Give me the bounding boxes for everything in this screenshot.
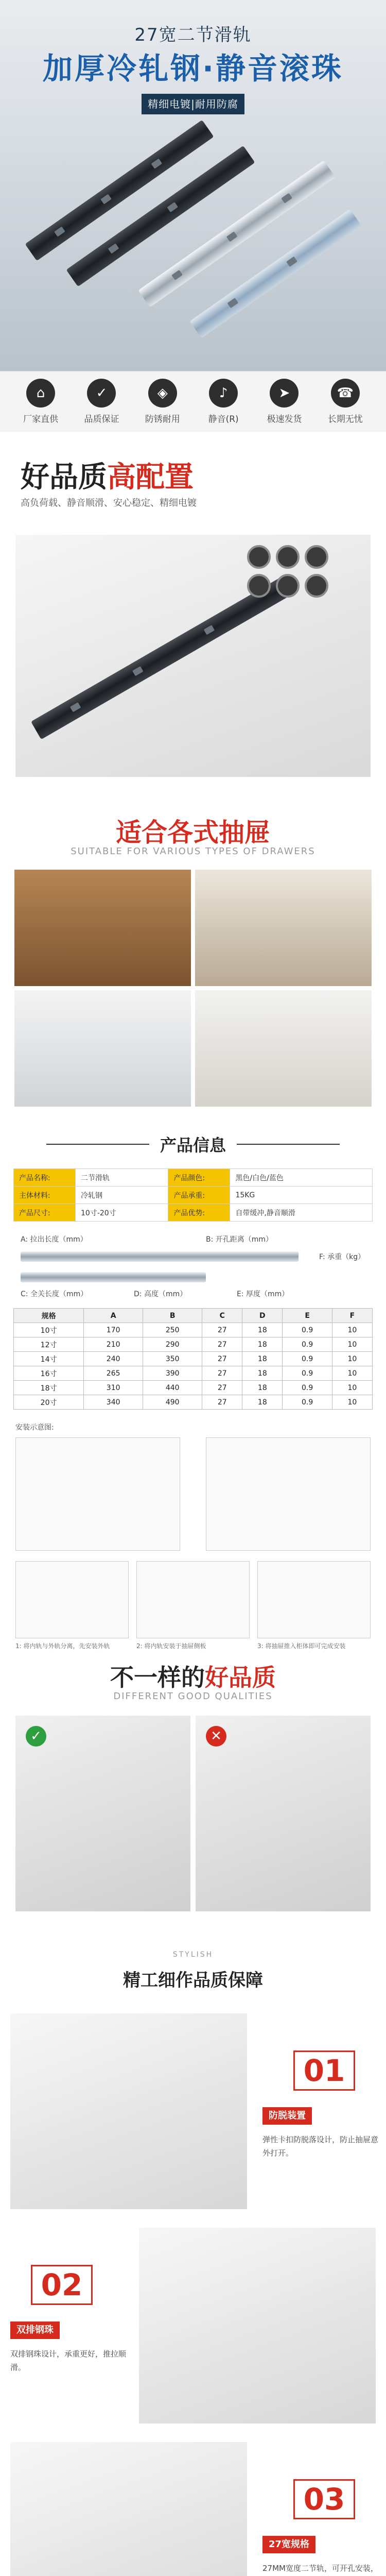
dim-label-b: B: 开孔距离（mm）: [206, 1235, 273, 1244]
info-key: 产品优势:: [168, 1204, 230, 1222]
rail-diagram-closed: [21, 1272, 206, 1282]
column-header: B: [143, 1309, 202, 1323]
product-info-header: [0, 1117, 386, 1168]
feature-label: 厂家直供: [23, 414, 59, 425]
table-cell: 27: [202, 1381, 242, 1395]
feature-item: [254, 379, 314, 425]
craft-description: 27MM宽度二节轨，可开孔安装，: [262, 2564, 378, 2573]
table-cell: 18: [242, 1352, 283, 1366]
table-cell: 10: [332, 1337, 372, 1352]
craft-subtitle: STYLISH: [172, 1951, 214, 1959]
drawer-photo-grid: [14, 870, 372, 1107]
install-step-2: [136, 1561, 250, 1638]
table-cell: 18: [242, 1381, 283, 1395]
table-cell: 0.9: [283, 1381, 332, 1395]
table-cell: 265: [84, 1366, 143, 1381]
drawer-types-subtitle: SUITABLE FOR VARIOUS TYPES OF DRAWERS: [71, 846, 315, 857]
info-value: 10寸-20寸: [76, 1204, 168, 1222]
table-cell: 27: [202, 1323, 242, 1337]
quality-title-plain: 好品质: [21, 461, 107, 494]
table-cell: 350: [143, 1352, 202, 1366]
feature-label: 静音(R): [208, 414, 239, 425]
table-cell: 12寸: [14, 1337, 84, 1352]
feature-label: 极速发货: [267, 414, 302, 425]
info-key: 主体材料:: [14, 1187, 76, 1204]
table-cell: 20寸: [14, 1395, 84, 1410]
ball-bearing-detail: [247, 545, 329, 598]
quality-title-accent: 高配置: [107, 461, 194, 494]
drawer-types-title: 适合各式抽屉: [116, 818, 270, 848]
info-key: 产品承重:: [168, 1187, 230, 1204]
table-row: [14, 1204, 373, 1222]
craft-number: 03: [293, 2479, 355, 2519]
rail-image-silver: [138, 160, 336, 307]
diff-title-accent: 好品质: [205, 1664, 276, 1691]
dimension-diagram: [0, 1231, 386, 1308]
feature-label: 品质保证: [84, 414, 119, 425]
table-cell: 10: [332, 1323, 372, 1337]
table-cell: 10: [332, 1381, 372, 1395]
table-cell: 0.9: [283, 1395, 332, 1410]
craft-section: [0, 1947, 386, 2576]
diff-title-plain: 不一样的: [110, 1664, 205, 1691]
table-cell: 290: [143, 1337, 202, 1352]
column-header: E: [283, 1309, 332, 1323]
craft-photo: [10, 2013, 247, 2209]
info-key: 产品尺寸:: [14, 1204, 76, 1222]
craft-item: [0, 2433, 386, 2576]
column-header: 规格: [14, 1309, 84, 1323]
hero-title: 加厚冷轧钢·静音滚珠: [42, 51, 344, 86]
feature-item: [10, 379, 71, 425]
quality-subtitle: 高负荷载、静音顺滑、安心稳定、精细电镀: [21, 498, 197, 509]
table-cell: 170: [84, 1323, 143, 1337]
table-cell: 10: [332, 1352, 372, 1366]
install-step-3: [257, 1561, 371, 1638]
table-cell: 250: [143, 1323, 202, 1337]
product-info-section: [0, 1117, 386, 1659]
cross-icon: ✕: [206, 1726, 226, 1747]
table-cell: 16寸: [14, 1366, 84, 1381]
caliper-photo-good: [15, 1716, 190, 1911]
table-row: [14, 1366, 373, 1381]
table-cell: 390: [143, 1366, 202, 1381]
hero-banner: [0, 0, 386, 371]
dim-label-c: C: 全关长度（mm）: [21, 1290, 88, 1298]
feature-item: [71, 379, 132, 425]
product-info-table: [13, 1168, 373, 1222]
craft-number: 01: [293, 2050, 355, 2091]
dim-label-d: D: 高度（mm）: [134, 1290, 187, 1298]
info-key: 产品名称:: [14, 1169, 76, 1187]
table-cell: 27: [202, 1395, 242, 1410]
table-cell: 210: [84, 1337, 143, 1352]
drawer-photo: [195, 870, 372, 986]
table-cell: 18: [242, 1323, 283, 1337]
different-quality-section: [0, 1659, 386, 1947]
table-cell: 0.9: [283, 1323, 332, 1337]
install-diagram: [0, 1422, 386, 1659]
feature-strip: [0, 371, 386, 432]
dim-label-a: A: 拉出长度（mm）: [21, 1235, 87, 1244]
table-row: [14, 1187, 373, 1204]
craft-photo: [10, 2442, 247, 2576]
install-label: 安装示意图:: [15, 1423, 54, 1432]
table-row: [14, 1352, 373, 1366]
info-key: 产品颜色:: [168, 1169, 230, 1187]
delivery-icon: ➤: [270, 379, 299, 408]
rail-image-black: [31, 578, 291, 740]
quality-photo: [15, 535, 371, 777]
table-cell: 18: [242, 1366, 283, 1381]
column-header: D: [242, 1309, 283, 1323]
craft-item: [0, 2218, 386, 2433]
different-quality-subtitle: DIFFERENT GOOD QUALITIES: [113, 1691, 273, 1702]
drawer-photo: [14, 870, 191, 986]
feature-item: [315, 379, 376, 425]
spec-table: [13, 1308, 373, 1410]
table-row: [14, 1381, 373, 1395]
table-row: [14, 1395, 373, 1410]
craft-item: [0, 2004, 386, 2218]
install-caption: 3: 将抽屉推入柜体即可完成安装: [257, 1642, 346, 1650]
info-value: 黑色/白色/蓝色: [230, 1169, 373, 1187]
drawer-types-section: [0, 798, 386, 1117]
table-cell: 0.9: [283, 1366, 332, 1381]
table-cell: 0.9: [283, 1352, 332, 1366]
product-info-title: 产品信息: [160, 1136, 226, 1155]
column-header: C: [202, 1309, 242, 1323]
quality-icon: ✓: [87, 379, 116, 408]
caliper-photo-bad: [196, 1716, 371, 1911]
table-cell: 10: [332, 1366, 372, 1381]
feature-item: [132, 379, 193, 425]
craft-photo: [139, 2228, 376, 2424]
table-row: [14, 1323, 373, 1337]
install-caption: 2: 将内轨安装于抽屉侧板: [136, 1642, 206, 1650]
different-quality-title: [0, 1659, 386, 1693]
info-value: 二节滑轨: [76, 1169, 168, 1187]
info-value: 15KG: [230, 1187, 373, 1204]
hero-subtitle: 27宽二节滑轨: [134, 25, 252, 45]
craft-number: 02: [31, 2265, 93, 2305]
table-cell: 14寸: [14, 1352, 84, 1366]
install-diagram-1: [15, 1437, 180, 1551]
install-caption: 1: 将内轨与外轨分离，先安装外轨: [15, 1642, 110, 1650]
drawer-photo: [195, 990, 372, 1107]
table-cell: 310: [84, 1381, 143, 1395]
shield-icon: ◈: [148, 379, 177, 408]
dim-label-e: E: 厚度（mm）: [237, 1290, 289, 1298]
table-cell: 0.9: [283, 1337, 332, 1352]
hero-badge: 精细电镀|耐用防腐: [142, 94, 244, 114]
craft-description: 弹性卡扣防脱落设计，防止抽屉意外打开。: [262, 2135, 379, 2158]
service-icon: ☎: [331, 379, 360, 408]
column-header: A: [84, 1309, 143, 1323]
table-cell: 27: [202, 1352, 242, 1366]
table-cell: 18: [242, 1395, 283, 1410]
feature-item: [193, 379, 254, 425]
factory-icon: ⌂: [26, 379, 55, 408]
table-cell: 10寸: [14, 1323, 84, 1337]
spec-table-body: [14, 1323, 373, 1410]
craft-title: 精工细作品质保障: [123, 1970, 263, 1991]
table-row: [14, 1169, 373, 1187]
info-value: 自带缓冲,静音顺滑: [230, 1204, 373, 1222]
table-header-row: [14, 1309, 373, 1323]
craft-tag: 防脱装置: [262, 2107, 312, 2125]
table-cell: 440: [143, 1381, 202, 1395]
drawer-photo: [14, 990, 191, 1107]
column-header: F: [332, 1309, 372, 1323]
craft-tag: 27宽规格: [262, 2536, 315, 2553]
table-cell: 340: [84, 1395, 143, 1410]
install-diagram-2: [206, 1437, 371, 1551]
table-cell: 18: [242, 1337, 283, 1352]
table-cell: 18寸: [14, 1381, 84, 1395]
craft-tag: 双排钢珠: [10, 2321, 60, 2339]
craft-header: [0, 1947, 386, 2004]
table-cell: 10: [332, 1395, 372, 1410]
check-icon: ✓: [26, 1726, 46, 1747]
rail-image-zinc: [190, 209, 362, 338]
quality-section: [0, 432, 386, 798]
craft-description: 双排钢珠设计，承重更好，推拉顺滑。: [10, 2349, 127, 2372]
table-cell: 490: [143, 1395, 202, 1410]
feature-label: 长期无忧: [327, 414, 363, 425]
rail-diagram-extended: [21, 1251, 299, 1262]
dim-label-f: F: 承重（kg）: [319, 1253, 365, 1261]
install-step-1: [15, 1561, 129, 1638]
feature-label: 防锈耐用: [145, 414, 180, 425]
table-cell: 240: [84, 1352, 143, 1366]
quality-title: [21, 454, 194, 496]
table-cell: 27: [202, 1337, 242, 1352]
table-row: [14, 1337, 373, 1352]
info-value: 冷轧钢: [76, 1187, 168, 1204]
table-cell: 27: [202, 1366, 242, 1381]
mute-icon: ♪: [209, 379, 238, 408]
